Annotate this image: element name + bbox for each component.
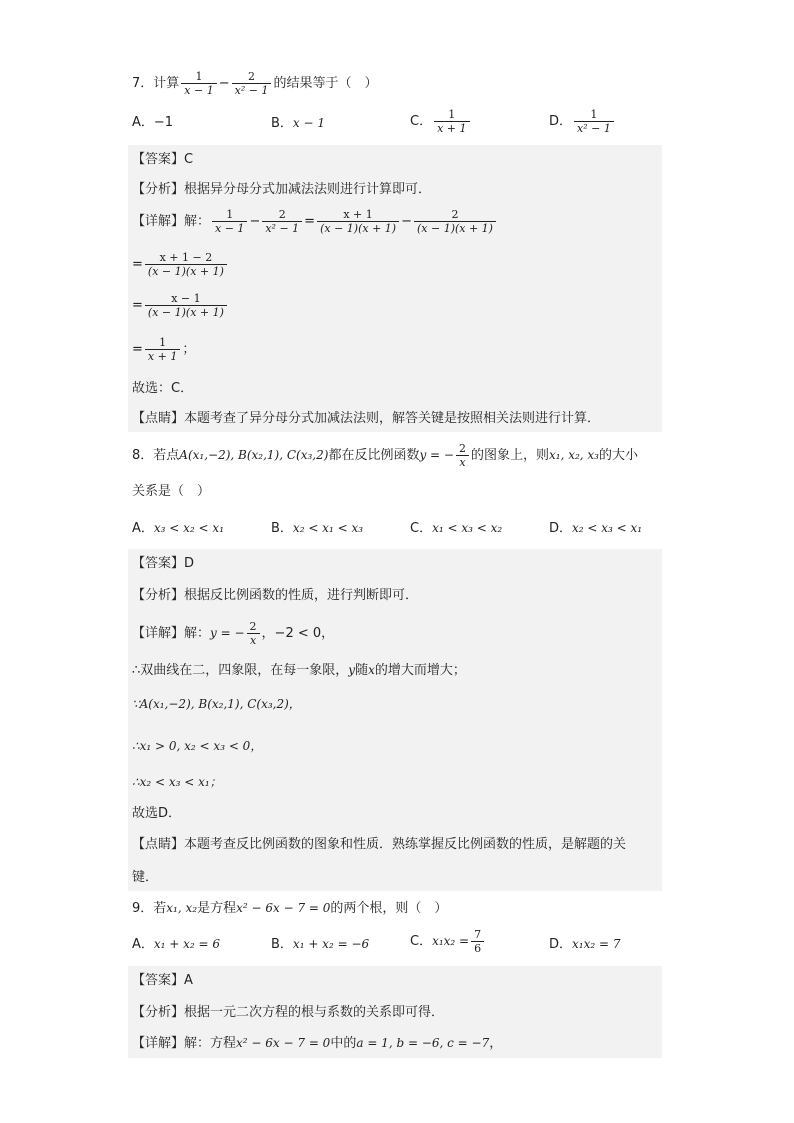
- q8-option-d: D．x₂ < x₃ < x₁: [549, 521, 643, 536]
- q7-option-d: D． $\frac{1}{\text{x² − 1}}$: [549, 108, 616, 135]
- q8-option-b: B．x₂ < x₁ < x₃: [271, 521, 364, 536]
- q9-stem: 9．若x₁, x₂是方程x² − 6x − 7 = 0的两个根，则（ ）: [132, 901, 448, 916]
- q8-step2: ∵A(x₁,−2), B(x₂,1), C(x₃,2)，: [132, 697, 301, 711]
- q8-option-c: C．x₁ < x₃ < x₂: [410, 521, 503, 536]
- q7-detail-line2: = $\frac{x + 1 - 2}{(x - 1)(x + 1)}$: [132, 251, 229, 278]
- q7-detail-line4: = $\frac{1}{x + 1}$ ；: [132, 336, 196, 363]
- q7-frac2: $\frac{2}{\text{x² − 1}}$: [232, 70, 272, 97]
- q8-comment-line1: 【点睛】本题考查反比例函数的图象和性质．熟练掌握反比例函数的性质，是解题的关: [132, 837, 627, 852]
- q7-detail-line1: 【详解】解： $\frac{1}{x - 1}$ − $\frac{2}{\text{x² − 1}}$ = $\frac{x + 1}{(x - 1)(x + 1)}$ − $\frac{2}{(x - 1)(x + 1)}$: [132, 208, 498, 235]
- q7-frac1: $\frac{1}{x - 1}$: [181, 70, 216, 97]
- q8-stem-line2: 关系是（ ）: [132, 484, 211, 499]
- q7-option-c: C． $\frac{1}{x + 1}$: [410, 108, 472, 135]
- q9-option-a: A．x₁ + x₂ = 6: [132, 937, 221, 952]
- q8-comment-line2: 键．: [132, 870, 159, 885]
- q8-detail-line1: 【详解】解：y = − $\frac{2}{x}$ ，−2 < 0，: [132, 620, 335, 647]
- q9-detail: 【详解】解：方程x² − 6x − 7 = 0中的a = 1, b = −6, c = −7，: [132, 1036, 503, 1051]
- q7-option-b: B．x − 1: [271, 116, 326, 131]
- q9-option-c: C．x₁x₂ = $\frac{7}{6}$: [410, 928, 486, 955]
- q7-prefix: 7．计算: [132, 76, 180, 91]
- q9-analysis: 【分析】根据一元二次方程的根与系数的关系即可得．: [132, 1005, 445, 1020]
- q8-stem-line1: 8．若点A(x₁,−2), B(x₂,1), C(x₃,2)都在反比例函数y = − $\frac{2}{x}$ 的图象上，则x₁, x₂, x₃的大小: [132, 442, 639, 469]
- q7-minus: −: [218, 76, 230, 91]
- q8-step4: ∴x₂ < x₃ < x₁；: [132, 775, 222, 789]
- q7-choose: 故选：C．: [132, 381, 194, 396]
- q8-answer: 【答案】D: [132, 556, 195, 571]
- q8-option-a: A．x₃ < x₂ < x₁: [132, 521, 225, 536]
- q9-answer: 【答案】A: [132, 973, 193, 988]
- q8-step3: ∴x₁ > 0, x₂ < x₃ < 0，: [132, 739, 263, 753]
- q7-option-a: A．−1: [132, 115, 174, 130]
- q7-comment: 【点睛】本题考查了异分母分式加减法法则，解答关键是按照相关法则进行计算．: [132, 411, 601, 426]
- q8-step1: ∴双曲线在二，四象限，在每一象限，y随x的增大而增大；: [132, 663, 466, 678]
- q9-option-b: B．x₁ + x₂ = −6: [271, 937, 370, 952]
- q7-answer: 【答案】C: [132, 152, 194, 167]
- q7-stem: [132, 70, 377, 97]
- q7-suffix: 的结果等于（ ）: [273, 76, 378, 91]
- q8-analysis: 【分析】根据反比例函数的性质，进行判断即可．: [132, 588, 419, 603]
- q9-option-d: D．x₁x₂ = 7: [549, 937, 621, 952]
- q7-analysis: 【分析】根据异分母分式加减法法则进行计算即可．: [132, 182, 432, 197]
- q8-choose: 故选D．: [132, 806, 182, 821]
- q7-detail-line3: = $\frac{x - 1}{(x - 1)(x + 1)}$: [132, 292, 229, 319]
